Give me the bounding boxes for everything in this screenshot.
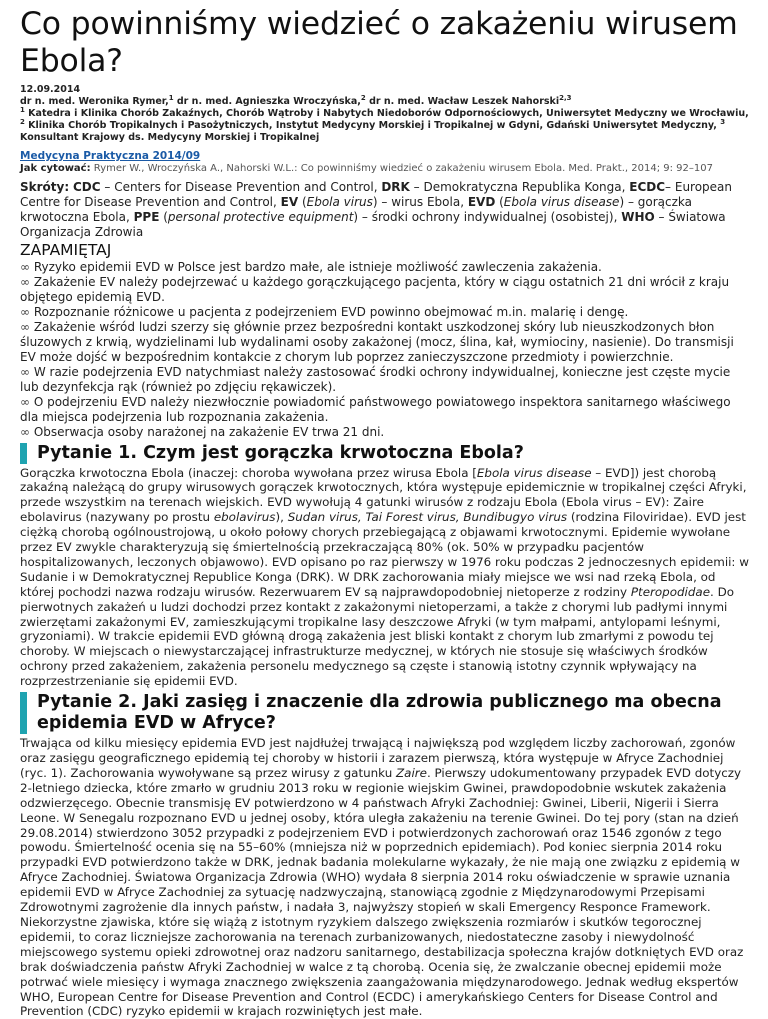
q1-text-b: – EVD]) jest chorobą zakaźną należącą do grupy wirusowych gorączek krwotocznych, która występuje epidemicznie w tropikalnej części Afryki, przede wszystkim na terenach wiejskich. EVD wywołują 4 gatunki wirusów z rodzaju Ebola (Ebola virus – EV): Zaire ebolavirus (nazywany po prostu [20,465,747,525]
abbr-label: Skróty: [20,179,70,194]
bullet-icon: ∞ [20,364,30,379]
q2-text-a: Trwająca od kilku miesięcy epidemia EVD jest najdłużej trwającą i największą pod względem liczby zachorowań, zgonów oraz zasięgu geograficznego epidemią tej choroby w historii i zarazem pierwszą, która występuje w Afryce Zachodniej (ryc. 1). Zachorowania wywoływane są przez wirusy z gatunku [20,736,736,780]
affiliation-3-sup: 3 [720,117,726,126]
q1-italic-b: ebolavirus [213,510,276,525]
bullet-icon: ∞ [20,424,30,439]
abbr-who-text: – Światowa Organizacja Zdrowia [20,209,726,239]
abbr-ppe-text: ) – środki ochrony indywidualnej (osobistej), [353,209,622,224]
remember-item [20,320,750,365]
author-2-sup: 2 [360,93,366,102]
q2-text-b: . Pierwszy udokumentowany przypadek EVD dotyczy 2-letniego dziecka, które zmarło w grudniu 2013 roku w regionie wiejskim Gwinei, prawdopodobnie wskutek zakażenia odzwierzęcego. Obecnie transmisję EV potwierdzono w 4 państwach Afryki Zachodniej: Gwinei, Liberii, Nigerii i Sierra Leone. W Senegalu rozpoznano EVD u jednej osoby, która uległa zakażeniu na terenie Gwinei. Do tej pory (stan na dzień 29.08.2014) stwierdzono 3052 przypadki z podejrzeniem EVD i potwierdzonych zachorowań oraz 1546 zgonów z tego powodu. Śmiertelność ocenia się na 55–60% (mniejsza niż w poprzednich epidemiach). Pod koniec sierpnia 2014 roku przypadki EVD potwierdzono także w DRK, jednak badania molekularne wykazały, że nie mają one związku z epidemią w Afryce Zachodniej. Światowa Organizacja Zdrowia (WHO) wydała 8 sierpnia 2014 roku oświadczenie w sprawie uznania epidemii EVD w Afryce Zachodniej za sytuację nadzwyczajną, stanowiącą zgodnie z Międzynarodowymi Przepisami Zdrowotnymi zagrożenie dla innych państw, i nadała 3, najwyższy stopień w skali Emergency Responce Framework. Niekorzystne zjawiska, które się wiążą z istotnym ryzykiem dalszego zwiększenia rozmiarów i skutków tegorocznej epidemii, to coraz liczniejsze zachorowania na terenach zurbanizowanych, niedostateczne zasoby i niewydolność miejscowego systemu opieki zdrowotnej oraz nadzoru sanitarnego, destabilizacja społeczna krajów dotkniętych EVD oraz brak doświadczenia państw Afryki Zachodniej w walce z tą chorobą. Ocenia się, że zwalczanie obecnej epidemii może potrwać wiele miesięcy i wymaga znacznego zwiększenia zaangażowania międzynarodowego. Jednak według ekspertów WHO, European Centre for Disease Prevention and Control (ECDC) i amerykańskiego Centers for Disease Control and Prevention (CDC) ryzyko epidemii w krajach rozwiniętych jest małe. [20,765,744,1019]
abbr-ecdc: ECDC [629,179,666,194]
remember-item-text: Rozpoznanie różnicowe u pacjenta z podejrzeniem EVD powinno obejmować m.in. malarię i dengę. [33,304,629,319]
abbr-drk-text: – Demokratyczna Republika Konga, [409,179,630,194]
journal-link[interactable]: Medycyna Praktyczna 2014/09 [20,150,201,162]
abbr-ppe-italic: personal protective equipment [167,209,354,224]
remember-item-text: W razie podejrzenia EVD natychmiast należy zastosować środki ochrony indywidualnej, konieczne jest częste mycie lub dezynfekcja rąk (również po zdjęciu rękawiczek). [20,364,731,394]
remember-item-text: Ryzyko epidemii EVD w Polsce jest bardzo małe, ale istnieje możliwość zawleczenia zakażenia. [33,259,602,274]
remember-heading: ZAPAMIĘTAJ [20,240,112,259]
question-1-paragraph [20,466,750,690]
abbr-who: WHO [621,209,655,224]
author-3: dr n. med. Wacław Leszek Nahorski [365,96,560,107]
author-3-sup: 2,3 [559,93,572,102]
publication-date: 12.09.2014 [20,84,81,95]
abbr-cdc-text: – Centers for Disease Prevention and Control, [100,179,382,194]
question-1-heading: Pytanie 1. Czym jest gorączka krwotoczna Ebola? [20,443,750,464]
affiliation-1-sup: 1 [20,105,25,114]
question-2-heading: Pytanie 2. Jaki zasięg i znaczenie dla zdrowia publicznego ma obecna epidemia EVD w Afryce? [20,692,750,734]
remember-item [20,305,750,320]
q1-text-e: . Do pierwotnych zakażeń u ludzi dochodzi przez kontakt z zakażonymi nietoperzami, a także z chorymi lub padłymi innymi zwierzętami zakażonymi EV, zamieszkującymi tropikalne lasy deszczowe Afryki (w tym małpami, antylopami leśnymi, gryzoniami). W trakcie epidemii EVD główną drogą zakażenia jest bliski kontakt z chorym lub zmarłymi z powodu tej choroby. W miejscach o niewystarczającej infrastrukturze medycznej, w których nie stosuje się właściwych środków ochrony przed zakażeniem, zakażenia personelu medycznego są częste i stanowią istotny czynnik wpływający na rozprzestrzenianie się epidemii EVD. [20,584,735,689]
affiliation-3: Konsultant Krajowy ds. Medycyny Morskiej i Tropikalnej [20,132,320,143]
author-1-sup: 1 [168,93,174,102]
affiliations [20,105,750,144]
citation-label: Jak cytować: [20,163,91,174]
abbr-ecdc-text: – European Centre for Disease Prevention and Control, [20,179,733,209]
remember-item [20,365,750,395]
abbr-ev-italic: Ebola virus [306,194,373,209]
remember-item [20,395,750,425]
q2-italic-a: Zaire [396,765,427,780]
abbr-ev-text: ) – wirus Ebola, [372,194,468,209]
bullet-icon: ∞ [20,274,30,289]
abbr-evd-italic: Ebola virus disease [503,194,620,209]
bullet-icon: ∞ [20,259,30,274]
abbr-evd-text: ) – gorączka krwotoczna Ebola, [20,194,692,224]
bullet-icon: ∞ [20,304,30,319]
remember-item [20,275,750,305]
authors [20,93,750,108]
affiliation-2-sup: 2 [20,117,25,126]
affiliation-1: Katedra i Klinika Chorób Zakaźnych, Chorób Wątroby i Nabytych Niedoborów Odpornościowych, Uniwersytet Medyczny we Wrocławiu, [24,108,749,119]
q1-italic-c: Sudan virus, Tai Forest virus, Bundibugyo virus [287,510,568,525]
abbr-ppe: PPE [133,209,160,224]
bullet-icon: ∞ [20,394,30,409]
remember-item [20,260,750,275]
citation [20,163,750,176]
citation-text: Rymer W., Wroczyńska A., Nahorski W.L.: Co powinniśmy wiedzieć o zakażeniu wirusem Ebola. Med. Prakt., 2014; 9: 92–107 [90,163,713,174]
q1-italic-a: Ebola virus disease [476,465,592,480]
remember-list [20,260,750,440]
abbr-cdc: CDC [72,179,101,194]
abbr-evd: EVD [467,194,496,209]
remember-item [20,425,750,440]
remember-item-text: O podejrzeniu EVD należy niezwłocznie powiadomić państwowego powiatowego inspektora sanitarnego właściwego dla miejsca podejrzenia lub rozpoznania zakażenia. [20,394,731,424]
remember-item-text: Zakażenie wśród ludzi szerzy się głównie przez bezpośredni kontakt uszkodzonej skóry lub nieuszkodzonych błon śluzowych z krwią, wydzielinami lub wydalinami osoby zakażonej (mocz, ślina, kał, wymiociny, nasienie). Do transmisji EV może dojść w bezpośrednim kontakcie z chorym lub poprzez zanieczyszczone przedmioty i powierzchnie. [20,319,734,364]
remember-item-text: Obserwacja osoby narażonej na zakażenie EV trwa 21 dni. [33,424,385,439]
q1-text-d: (rodzina Filoviridae). EVD jest ciężką chorobą ogólnoustrojową, u około połowy chorych przebiegającą z objawami krwotocznymi. Epidemie wywołane przez EV zwykle charakteryzują się śmiertelnością przekraczającą 80% (ok. 50% w przypadku pacjentów hospitalizowanych, leczonych objawowo). EVD opisano po raz pierwszy w 1976 roku podczas 2 jednoczesnych epidemii: w Sudanie i w Demokratycznej Republice Konga (DRK). W DRK zachorowania miały miejsce we wsi nad rzeką Ebola, od której pochodzi nazwa rodzaju wirusów. Rezerwuarem EV są najprawdopodobniej nietoperze z rodziny [20,510,749,599]
abbr-drk: DRK [381,179,410,194]
abbr-ev: EV [280,194,299,209]
q1-italic-d: Pteropodidae [630,584,711,599]
abbreviations: Skróty: CDC – Centers for Disease Prevention and Control, DRK – Demokratyczna Republika Konga, ECDC– European Centre for Disease Prevention and Control, EV (Ebola virus) – wirus Ebola, EVD (Ebola virus disease) – gorączka krwotoczna Ebola, PPE (personal protective equipment) – środki ochrony indywidualnej (osobistej), WHO – Światowa Organizacja Zdrowia [20,179,733,239]
article-title: Co powinniśmy wiedzieć o zakażeniu wirusem Ebola? [20,6,738,79]
author-1: dr n. med. Weronika Rymer, [20,96,169,107]
bullet-icon: ∞ [20,319,30,334]
q1-text-a: Gorączka krwotoczna Ebola (inaczej: choroba wywołana przez wirusa Ebola [ [20,465,477,480]
remember-item-text: Zakażenie EV należy podejrzewać u każdego gorączkującego pacjenta, który w ciągu ostatnich 21 dni wrócił z kraju objętego epidemią EVD. [20,274,730,304]
q1-text-c: ), [275,510,288,525]
affiliation-2: Klinika Chorób Tropikalnych i Pasożytniczych, Instytut Medycyny Morskiej i Tropikalnej w Gdyni, Gdański Uniwersytet Medyczny, [24,120,721,131]
question-2-paragraph [20,736,750,1019]
author-2: dr n. med. Agnieszka Wroczyńska, [173,96,361,107]
